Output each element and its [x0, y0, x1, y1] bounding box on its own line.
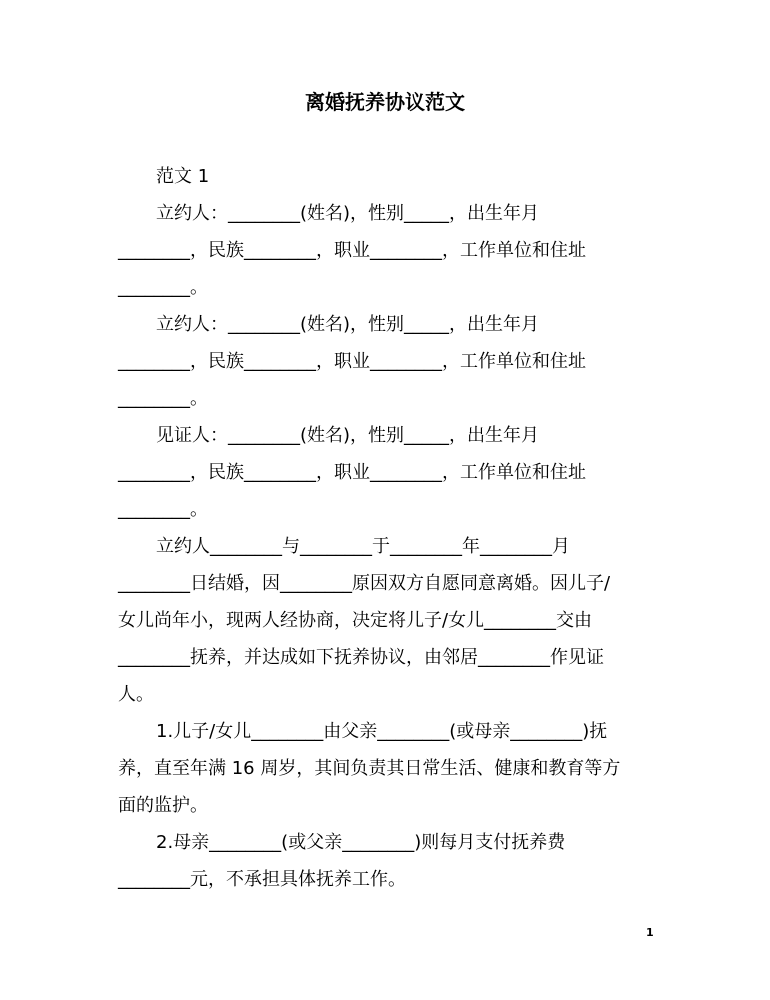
- text-line: ________，民族________，职业________，工作单位和住址: [118, 240, 586, 261]
- text-line: 面的监护。: [118, 795, 208, 816]
- text-line: 2.母亲________(或父亲________)则每月支付抚养费: [156, 832, 566, 853]
- text-line: ________。: [118, 388, 208, 409]
- text-line: 女儿尚年小，现两人经协商，决定将儿子/女儿________交由: [118, 610, 593, 631]
- paragraph-heading: 范文 1: [156, 166, 210, 187]
- text-line: 1.儿子/女儿________由父亲________(或母亲________)抚: [156, 721, 608, 742]
- text-line: ________，民族________，职业________，工作单位和住址: [118, 351, 586, 372]
- text-line: 见证人：________(姓名)，性别_____，出生年月: [156, 425, 540, 446]
- text-line: 养，直至年满 16 周岁，其间负责其日常生活、健康和教育等方: [118, 758, 621, 779]
- text-line: 人。: [118, 684, 154, 705]
- document-title: 离婚抚养协议范文: [305, 90, 465, 114]
- text-line: 立约人：________(姓名)，性别_____，出生年月: [156, 203, 540, 224]
- text-line: 立约人：________(姓名)，性别_____，出生年月: [156, 314, 540, 335]
- text-line: ________。: [118, 499, 208, 520]
- text-line: ________日结婚，因________原因双方自愿同意离婚。因儿子/: [118, 573, 611, 594]
- text-line: ________，民族________，职业________，工作单位和住址: [118, 462, 586, 483]
- text-line: ________抚养，并达成如下抚养协议，由邻居________作见证: [118, 647, 604, 668]
- text-line: ________元，不承担具体抚养工作。: [118, 869, 406, 890]
- text-line: ________。: [118, 277, 208, 298]
- page-number: 1: [646, 926, 654, 939]
- text-line: 立约人________与________于________年________月: [156, 536, 570, 557]
